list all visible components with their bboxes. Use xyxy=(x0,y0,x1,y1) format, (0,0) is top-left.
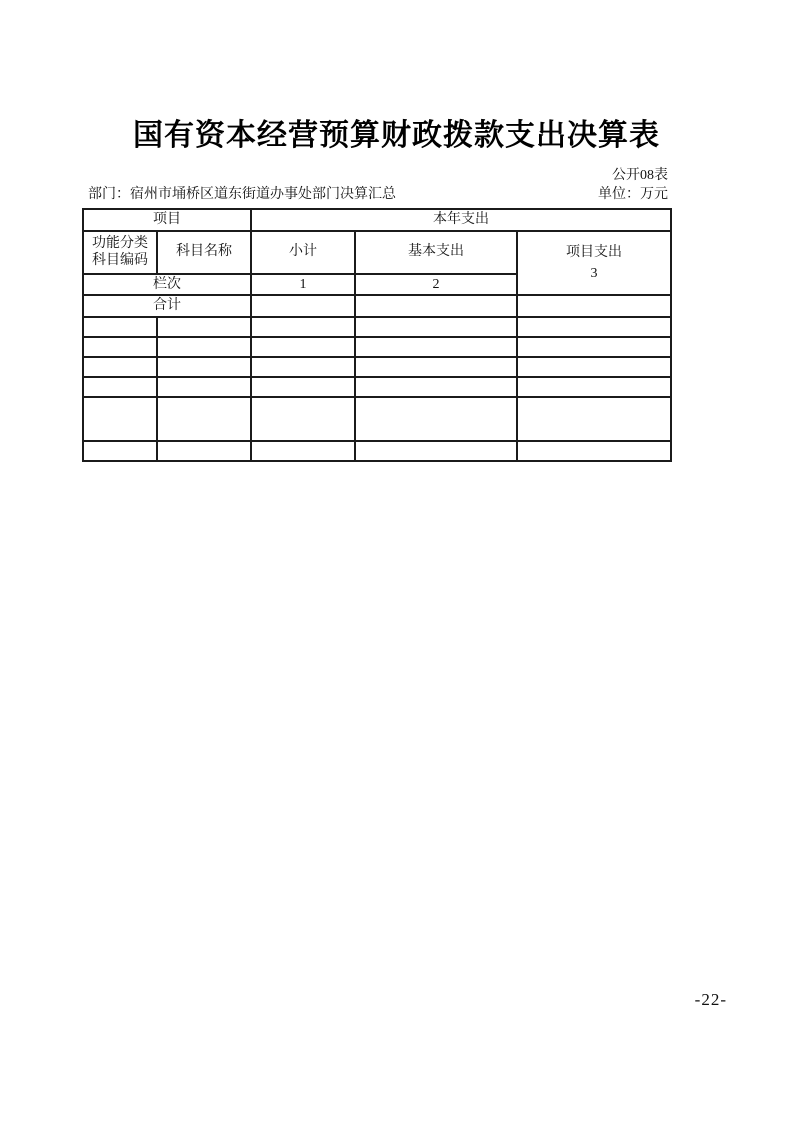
table-cell-empty xyxy=(157,317,251,337)
table-row-empty xyxy=(83,357,671,377)
table-row-total xyxy=(83,295,671,317)
table-cell-empty xyxy=(83,317,157,337)
table-cell-empty xyxy=(355,441,517,461)
header-project-expenditure-index: 3 xyxy=(590,265,598,281)
table-cell-empty xyxy=(157,441,251,461)
header-functional-code-line2: 科目编码 xyxy=(92,253,148,268)
header-project-expenditure xyxy=(517,231,671,296)
table-cell-empty xyxy=(251,377,355,397)
page-number: -22- xyxy=(694,990,727,1009)
table-cell-empty xyxy=(251,357,355,377)
header-basic-expenditure: 基本支出 xyxy=(355,231,517,274)
table-cell-empty xyxy=(517,441,671,461)
meta-row xyxy=(88,186,668,204)
total-label: 合计 xyxy=(83,295,251,317)
expenditure-table xyxy=(82,208,672,462)
table-row-empty xyxy=(83,397,671,441)
table-cell-empty xyxy=(517,317,671,337)
table-cell-empty xyxy=(355,337,517,357)
table-cell-empty xyxy=(517,377,671,397)
column-index-basic: 2 xyxy=(355,274,517,296)
table-cell-empty xyxy=(83,337,157,357)
page-title: 国有资本经营预算财政拨款支出决算表 xyxy=(133,119,660,152)
total-project-value xyxy=(517,295,671,317)
table-cell-empty xyxy=(251,337,355,357)
table-cell-empty xyxy=(157,337,251,357)
table-code-label: 公开08表 xyxy=(612,168,668,183)
table-row-empty xyxy=(83,317,671,337)
table-row-empty xyxy=(83,337,671,357)
table-cell-empty xyxy=(517,337,671,357)
header-project-group: 项目 xyxy=(83,209,251,231)
table-cell-empty xyxy=(517,357,671,377)
table-row-group-header xyxy=(83,209,671,231)
table-cell-empty xyxy=(251,317,355,337)
table-cell-empty xyxy=(157,397,251,441)
table-row-empty xyxy=(83,441,671,461)
header-functional-code-line1: 功能分类 xyxy=(92,235,148,251)
table-cell-empty xyxy=(251,441,355,461)
column-index-label: 栏次 xyxy=(83,274,251,296)
header-subtotal: 小计 xyxy=(251,231,355,274)
header-functional-code xyxy=(83,231,157,274)
table-cell-empty xyxy=(355,317,517,337)
table-cell-empty xyxy=(355,357,517,377)
table-row-column-headers xyxy=(83,231,671,274)
table-cell-empty xyxy=(355,377,517,397)
table-cell-empty xyxy=(83,357,157,377)
column-index-subtotal: 1 xyxy=(251,274,355,296)
department-label: 部门：宿州市埇桥区道东街道办事处部门决算汇总 xyxy=(88,187,396,202)
table-cell-empty xyxy=(355,397,517,441)
table-cell-empty xyxy=(83,441,157,461)
table-row-empty xyxy=(83,377,671,397)
total-subtotal-value xyxy=(251,295,355,317)
header-current-year-group: 本年支出 xyxy=(251,209,671,231)
table-cell-empty xyxy=(517,397,671,441)
header-project-expenditure-label: 项目支出 xyxy=(566,244,623,260)
header-subject-name: 科目名称 xyxy=(157,231,251,274)
unit-label: 单位：万元 xyxy=(598,187,668,202)
table-cell-empty xyxy=(83,377,157,397)
table-cell-empty xyxy=(157,377,251,397)
total-basic-value xyxy=(355,295,517,317)
table-cell-empty xyxy=(251,397,355,441)
table-cell-empty xyxy=(83,397,157,441)
table-cell-empty xyxy=(157,357,251,377)
